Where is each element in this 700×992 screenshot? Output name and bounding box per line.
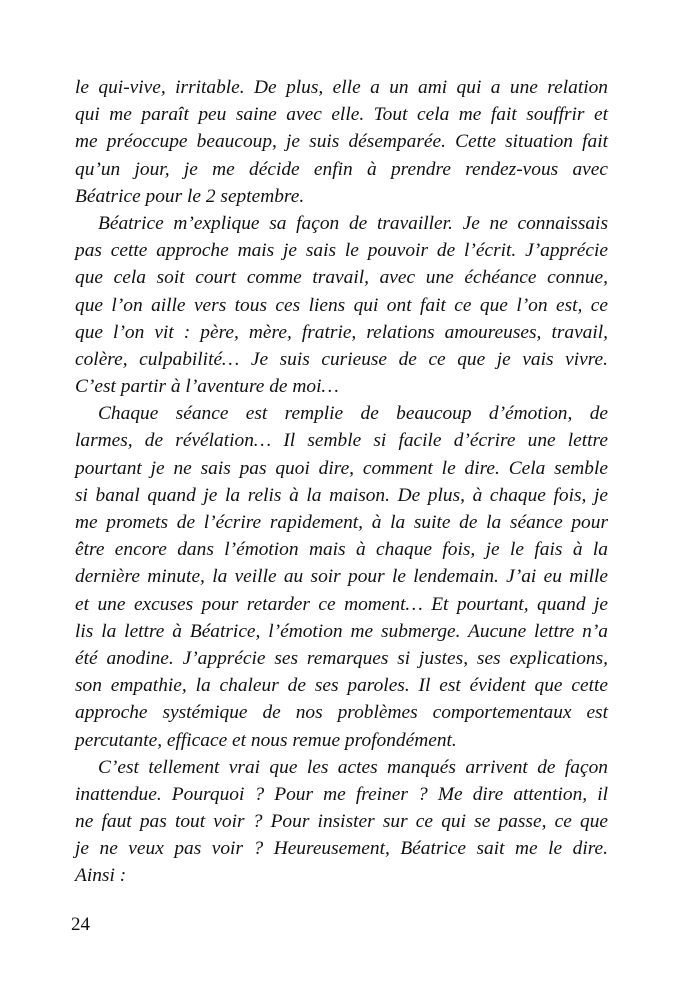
text-line: C’est tellement vrai que les actes manqués arrivent de façon: [98, 756, 608, 778]
text-line: C’est partir à l’aventure de moi…: [75, 376, 339, 398]
text-line: qu’un jour, je me décide enfin à prendre rendez-vous avec: [75, 158, 608, 180]
text-line: que l’on aille vers tous ces liens qui ont fait ce que l’on est, ce: [75, 294, 608, 316]
text-line: pourtant je ne sais pas quoi dire, comment le dire. Cela semble: [75, 457, 608, 479]
text-line: lis la lettre à Béatrice, l’émotion me submerge. Aucune lettre n’a: [75, 620, 608, 642]
body-text: [75, 74, 608, 890]
text-line: ne faut pas tout voir ? Pour insister sur ce qui se passe, ce que: [75, 811, 608, 833]
text-line: son empathie, la chaleur de ses paroles. Il est évident que cette: [75, 675, 608, 697]
text-line: Béatrice pour le 2 septembre.: [75, 185, 305, 207]
text-line: dernière minute, la veille au soir pour le lendemain. J’ai eu mille: [75, 566, 608, 588]
text-line: été anodine. J’apprécie ses remarques si justes, ses explications,: [75, 647, 608, 669]
text-line: inattendue. Pourquoi ? Pour me freiner ? Me dire attention, il: [75, 783, 608, 805]
text-line: percutante, efficace et nous remue profondément.: [75, 729, 457, 751]
text-line: me préoccupe beaucoup, je suis désemparée. Cette situation fait: [75, 131, 608, 153]
text-line: que cela soit court comme travail, avec une échéance connue,: [75, 267, 608, 289]
text-line: être encore dans l’émotion mais à chaque fois, je le fais à la: [75, 539, 608, 561]
text-line: je ne veux pas voir ? Heureusement, Béatrice sait me le dire.: [75, 838, 608, 860]
text-line: et une excuses pour retarder ce moment… Et pourtant, quand je: [75, 593, 608, 615]
text-line: Chaque séance est remplie de beaucoup d’émotion, de: [98, 403, 608, 425]
text-line: Ainsi :: [75, 865, 127, 887]
text-line: si banal quand je la relis à la maison. De plus, à chaque fois, je: [75, 484, 608, 506]
text-line: qui me paraît peu saine avec elle. Tout cela me fait souffrir et: [75, 104, 608, 126]
text-line: que l’on vit : père, mère, fratrie, relations amoureuses, travail,: [75, 321, 608, 343]
text-line: colère, culpabilité… Je suis curieuse de ce que je vais vivre.: [75, 348, 608, 370]
text-line: approche systémique de nos problèmes comportementaux est: [75, 702, 608, 724]
text-line: le qui-vive, irritable. De plus, elle a un ami qui a une relation: [75, 77, 608, 98]
page-number: 24: [71, 914, 90, 935]
text-line: larmes, de révélation… Il semble si facile d’écrire une lettre: [75, 430, 608, 452]
text-line: pas cette approche mais je sais le pouvoir de l’écrit. J’apprécie: [75, 240, 608, 262]
text-line: me promets de l’écrire rapidement, à la suite de la séance pour: [75, 512, 608, 533]
text-line: Béatrice m’explique sa façon de travailler. Je ne connaissais: [98, 212, 608, 234]
